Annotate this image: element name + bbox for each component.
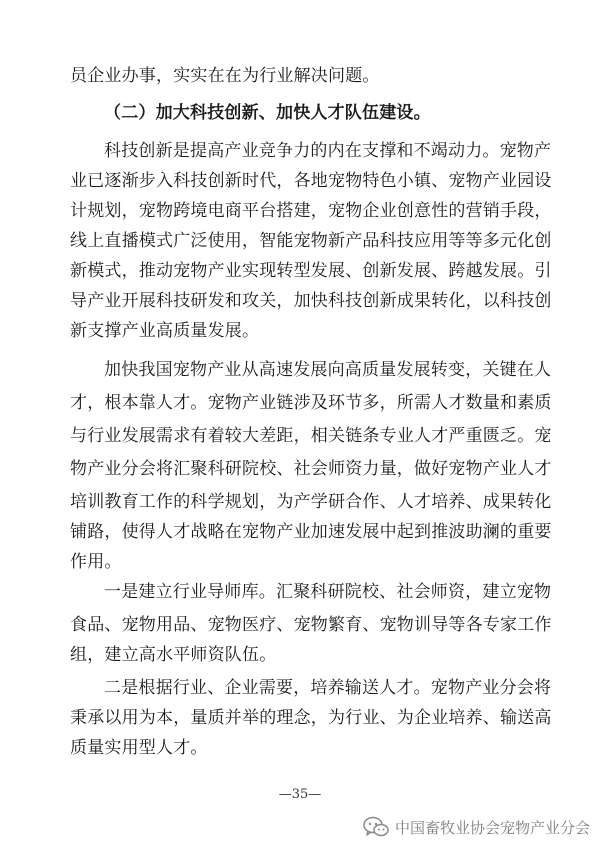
body-line: 计规划，宠物跨境电商平台搭建，宠物企业创意性的营销手段， [70, 201, 552, 221]
section-heading: （二）加大科技创新、加快人才队伍建设。 [104, 103, 431, 123]
body-line: 才，根本靠人才。宠物产业链涉及环节多，所需人才数量和素质 [70, 393, 552, 413]
body-line: 线上直播模式广泛使用，智能宠物新产品科技应用等等多元化创 [70, 231, 552, 251]
body-line: 员企业办事，实实在在为行业解决问题。 [70, 66, 380, 86]
page-number: —35— [278, 787, 322, 802]
body-line: 科技创新是提高产业竞争力的内在支撑和不竭动力。宠物产 [104, 141, 552, 161]
body-line: 质量实用型人才。 [70, 738, 208, 758]
body-line: 作用。 [70, 552, 122, 572]
wechat-account-watermark [363, 816, 590, 838]
body-line: 组，建立高水平师资队伍。 [70, 645, 277, 665]
body-line: 业已逐渐步入科技创新时代，各地宠物特色小镇、宠物产业园设 [70, 171, 552, 191]
body-line: 导产业开展科技研发和攻关，加快科技创新成果转化，以科技创 [70, 291, 552, 311]
body-line: 物产业分会将汇聚科研院校、社会师资力量，做好宠物产业人才 [70, 459, 552, 479]
body-line: 加快我国宠物产业从高速发展向高质量发展转变，关键在人 [104, 360, 552, 380]
body-line: 食品、宠物用品、宠物医疗、宠物繁育、宠物训导等各专家工作 [70, 615, 552, 635]
body-line: 新支撑产业高质量发展。 [70, 321, 260, 341]
body-line: 秉承以用为本，量质并举的理念，为行业、为企业培养、输送高 [70, 708, 552, 728]
body-line: 与行业发展需求有着较大差距，相关链条专业人才严重匮乏。宠 [70, 426, 552, 446]
body-line: 二是根据行业、企业需要，培养输送人才。宠物产业分会将 [104, 678, 552, 698]
body-line: 培训教育工作的科学规划，为产学研合作、人才培养、成果转化 [70, 492, 552, 512]
wechat-icon [363, 816, 389, 838]
body-line: 铺路，使得人才战略在宠物产业加速发展中起到推波助澜的重要 [70, 522, 552, 542]
watermark-text: 中国畜牧业协会宠物产业分会 [394, 818, 590, 837]
body-line: 新模式，推动宠物产业实现转型发展、创新发展、跨越发展。引 [70, 261, 552, 281]
body-line: 一是建立行业导师库。汇聚科研院校、社会师资，建立宠物 [104, 582, 552, 602]
